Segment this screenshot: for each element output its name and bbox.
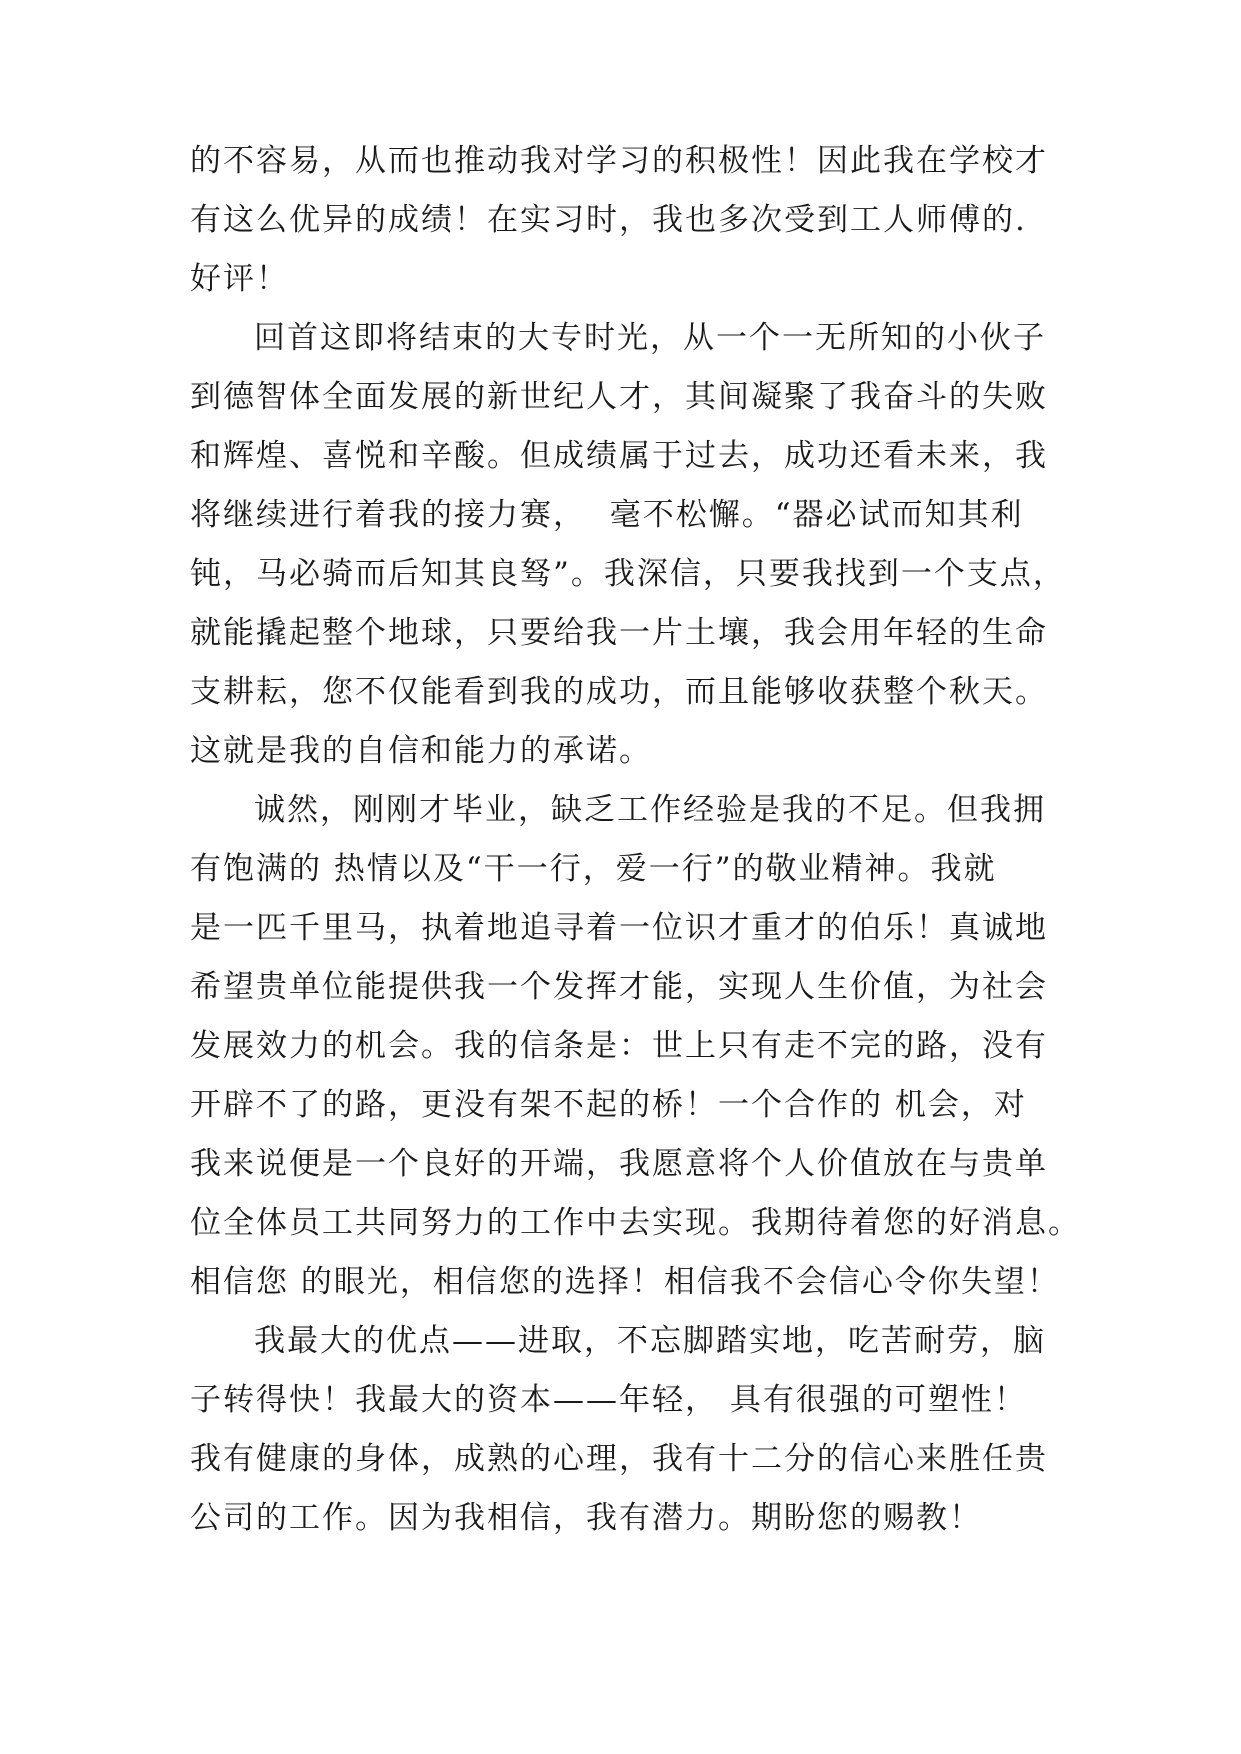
text-line: 是一匹千里马，执着地追寻着一位识才重才的伯乐！真诚地 (190, 910, 1048, 946)
text-line: 好评！ (190, 261, 289, 297)
paragraph-first-line: 诚然，刚刚才毕业，缺乏工作经验是我的不足。但我拥 (254, 792, 1046, 828)
text-line: 将继续进行着我的接力赛， 毫不松懈。“器必试而知其利 (190, 497, 1024, 533)
text-line: 相信您 的眼光，相信您的选择！相信我不会信心令你失望！ (190, 1264, 1060, 1300)
paragraph-first-line: 我最大的优点——进取，不忘脚踏实地，吃苦耐劳，脑 (254, 1323, 1046, 1359)
text-line: 钝，马必骑而后知其良驽”。我深信，只要我找到一个支点， (190, 556, 1066, 592)
text-line: 开辟不了的路，更没有架不起的桥！一个合作的 机会，对 (190, 1087, 1027, 1123)
text-line: 子转得快！我最大的资本——年轻， 具有很强的可塑性！ (190, 1382, 1027, 1418)
text-line: 就能撬起整个地球，只要给我一片土壤，我会用年轻的生命 (190, 615, 1048, 651)
text-line: 的不容易，从而也推动我对学习的积极性！因此我在学校才 (190, 143, 1048, 179)
text-line: 支耕耘，您不仅能看到我的成功，而且能够收获整个秋天。 (190, 674, 1048, 710)
text-line: 和辉煌、喜悦和辛酸。但成绩属于过去，成功还看未来，我 (190, 438, 1048, 474)
text-line: 有饱满的 热情以及“干一行，爱一行”的敬业精神。我就 (190, 851, 997, 887)
text-line: 发展效力的机会。我的信条是：世上只有走不完的路，没有 (190, 1028, 1048, 1064)
text-line: 到德智体全面发展的新世纪人才，其间凝聚了我奋斗的失败 (190, 379, 1048, 415)
text-line: 希望贵单位能提供我一个发挥才能，实现人生价值，为社会 (190, 969, 1048, 1005)
body-text (190, 132, 1081, 1548)
text-line: 这就是我的自信和能力的承诺。 (190, 733, 652, 769)
text-line: 我来说便是一个良好的开端，我愿意将个人价值放在与贵单 (190, 1146, 1048, 1182)
paragraph-first-line: 回首这即将结束的大专时光，从一个一无所知的小伙子 (254, 320, 1046, 356)
text-line: 我有健康的身体，成熟的心理，我有十二分的信心来胜任贵 (190, 1441, 1048, 1477)
text-line: 公司的工作。因为我相信，我有潜力。期盼您的赐教！ (190, 1500, 982, 1536)
text-line: 位全体员工共同努力的工作中去实现。我期待着您的好消息。 (190, 1205, 1081, 1241)
text-line: 有这么优异的成绩！在实习时，我也多次受到工人师傅的. (190, 202, 1027, 238)
